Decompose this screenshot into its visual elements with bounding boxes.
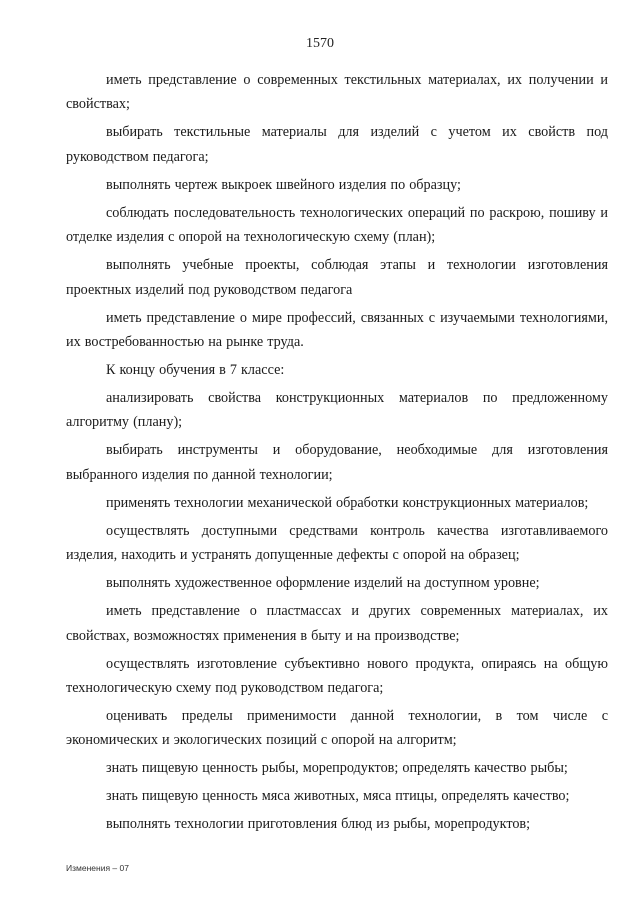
paragraph: иметь представление о пластмассах и других современных материалах, их свойствах, возможностях применения в быту и на производстве; [66, 603, 608, 644]
paragraph: соблюдать последовательность технологических операций по раскрою, пошиву и отделке изделия с опорой на технологическую схему (план); [66, 204, 608, 246]
paragraph: оценивать пределы применимости данной технологии, в том числе с экономических и экологических позиций с опорой на алгоритм; [66, 708, 608, 749]
page-number: 1570 [306, 36, 334, 51]
paragraph: осуществлять изготовление субъективно нового продукта, опираясь на общую технологическую схему под руководством педагога; [66, 655, 608, 697]
paragraph: выбирать текстильные материалы для изделий с учетом их свойств под руководством педагога; [66, 124, 608, 165]
section-heading: К концу обучения в 7 классе: [106, 362, 285, 379]
footer-revision-note: Изменения – 07 [66, 863, 129, 873]
paragraph: анализировать свойства конструкционных материалов по предложенному алгоритму (плану); [66, 390, 608, 431]
paragraph: иметь представление о мире профессий, связанных с изучаемыми технологиями, их востребованностью на рынке труда. [66, 309, 608, 351]
paragraph: выполнять чертеж выкроек швейного изделия по образцу; [106, 176, 461, 193]
document-body [66, 68, 608, 840]
paragraph: выполнять учебные проекты, соблюдая этапы и технологии изготовления проектных изделий под руководством педагога [66, 257, 608, 298]
paragraph: осуществлять доступными средствами контроль качества изготавливаемого изделия, находить и устранять допущенные дефекты с опорой на образец; [66, 522, 608, 564]
paragraph: иметь представление о современных текстильных материалах, их получении и свойствах; [66, 72, 608, 113]
paragraph: выполнять художественное оформление изделий на доступном уровне; [106, 575, 540, 592]
paragraph: выбирать инструменты и оборудование, необходимые для изготовления выбранного изделия по данной технологии; [66, 442, 608, 483]
paragraph: знать пищевую ценность рыбы, морепродуктов; определять качество рыбы; [106, 760, 568, 777]
paragraph: знать пищевую ценность мяса животных, мяса птицы, определять качество; [106, 788, 570, 805]
paragraph: выполнять технологии приготовления блюд из рыбы, морепродуктов; [106, 816, 531, 833]
paragraph: применять технологии механической обработки конструкционных материалов; [106, 494, 589, 511]
